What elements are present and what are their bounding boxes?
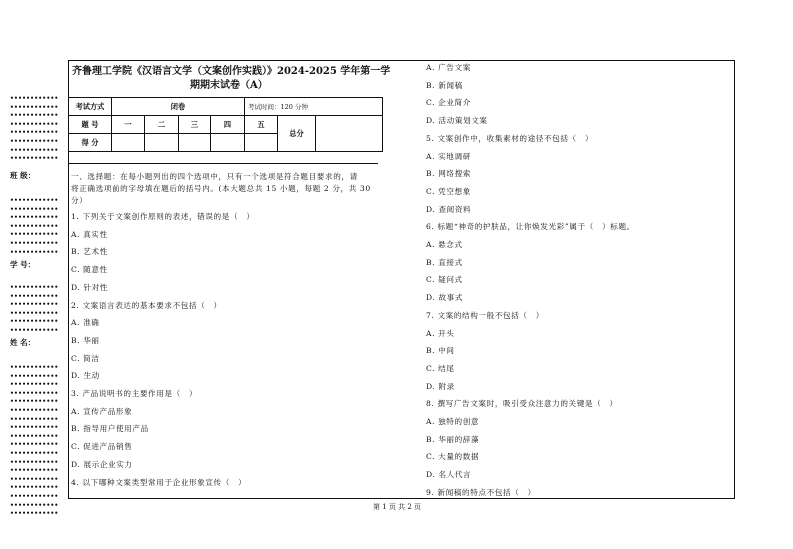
col-4: 四 xyxy=(211,116,245,134)
binding-dots: •••••••••••• xyxy=(10,112,59,120)
binding-dots: •••••••••••• xyxy=(10,197,59,204)
binding-dots: •••••••••••• xyxy=(10,129,59,137)
binding-dots: •••••••••••• xyxy=(10,205,59,213)
option-text: A. 准确 xyxy=(71,318,100,328)
option-text: D. 附录 xyxy=(426,381,455,391)
page-footer: 第 1 页 共 2 页 xyxy=(373,503,422,511)
binding-dots: •••••••••••• xyxy=(10,146,59,154)
binding-dots: •••••••••••• xyxy=(10,155,59,163)
binding-label: 姓 名： xyxy=(10,338,36,347)
option-text: A. 开头 xyxy=(426,328,455,338)
binding-dots: •••••••••••• xyxy=(10,222,59,230)
option-text: C. 促进产品销售 xyxy=(71,442,133,452)
score-cell[interactable] xyxy=(112,134,145,152)
question-text: 2. 文案语言表达的基本要求不包括（ ） xyxy=(71,300,222,310)
option-text: C. 凭空想象 xyxy=(426,186,471,196)
binding-dots: •••••••••••• xyxy=(10,284,59,291)
section-instruction-2: 将正确选项前的字母填在题后的括号内。(本大题总共 15 小题，每题 2 分，共 30 xyxy=(71,184,371,193)
question-text: 5. 文案创作中，收集素材的途径不包括（ ） xyxy=(426,133,594,143)
binding-dots: •••••••••••• xyxy=(10,458,59,466)
binding-dots: •••••••••••• xyxy=(10,327,59,334)
binding-dots: •••••••••••• xyxy=(10,240,59,247)
binding-dots: •••••••••••• xyxy=(10,415,59,423)
binding-label: 班 级： xyxy=(10,171,36,180)
option-text: B. 指导用户使用产品 xyxy=(71,424,149,434)
option-text: B. 华丽 xyxy=(71,335,100,345)
option-text: D. 故事式 xyxy=(426,293,464,303)
question-text: 6. 标题“神奇的护肤品，让你焕发光彩”属于（ ）标题。 xyxy=(426,222,635,232)
option-text: B. 中间 xyxy=(426,346,455,356)
score-cell[interactable] xyxy=(145,134,179,152)
question-text: 1. 下列关于文案创作原则的表述，错误的是（ ） xyxy=(71,212,255,221)
binding-dots: •••••••••••• xyxy=(10,364,59,371)
binding-dots: •••••••••••• xyxy=(10,389,59,397)
option-text: C. 大量的数据 xyxy=(426,452,480,462)
exam-mode-value: 闭卷 xyxy=(112,98,245,116)
exam-time: 考试时间：120 分钟 xyxy=(245,98,383,116)
binding-dots: •••••••••••• xyxy=(10,231,59,239)
option-text: C. 结尾 xyxy=(426,363,455,373)
option-text: D. 针对性 xyxy=(71,282,109,292)
exam-title-line1: 齐鲁理工学院《汉语言文学（文案创作实践）》2024-2025 学年第一学 xyxy=(72,66,391,77)
binding-dots: •••••••••••• xyxy=(10,95,59,102)
row-label-number: 题 号 xyxy=(69,116,112,134)
option-text: C. 随意性 xyxy=(71,265,108,275)
col-1: 一 xyxy=(112,116,145,134)
binding-dots: •••••••••••• xyxy=(10,398,59,406)
option-text: B. 艺术性 xyxy=(71,247,108,257)
binding-dots: •••••••••••• xyxy=(10,467,59,475)
binding-dots: •••••••••••• xyxy=(10,138,59,145)
score-cell[interactable] xyxy=(211,134,245,152)
col-3: 三 xyxy=(179,116,211,134)
question-text: 8. 撰写广告文案时，吸引受众注意力的关键是（ ） xyxy=(426,399,618,409)
option-text: A. 实地调研 xyxy=(426,151,471,161)
question-text: 3. 产品说明书的主要作用是（ ） xyxy=(71,389,198,398)
binding-dots: •••••••••••• xyxy=(10,309,59,317)
option-text: B. 新闻稿 xyxy=(426,80,463,90)
question-text: 7. 文案的结构一般不包括（ ） xyxy=(426,310,544,320)
option-text: C. 企业简介 xyxy=(426,98,471,108)
col-2: 二 xyxy=(145,116,179,134)
score-table xyxy=(68,97,383,152)
binding-dots: •••••••••••• xyxy=(10,372,59,380)
option-text: A. 独特的创意 xyxy=(426,417,480,426)
divider xyxy=(68,163,378,164)
option-text: C. 疑问式 xyxy=(426,275,463,285)
binding-dots: •••••••••••• xyxy=(10,493,59,500)
exam-title-line2: 期期末试卷（A） xyxy=(190,80,268,91)
exam-mode-label: 考试方式 xyxy=(69,98,112,116)
option-text: B. 直接式 xyxy=(426,257,463,267)
option-text: D. 生动 xyxy=(71,371,100,381)
option-text: D. 名人代言 xyxy=(426,470,472,480)
binding-dots: •••••••••••• xyxy=(10,248,59,256)
binding-dots: •••••••••••• xyxy=(10,292,59,300)
binding-dots: •••••••••••• xyxy=(10,450,59,457)
binding-dots: •••••••••••• xyxy=(10,424,59,432)
binding-dots: •••••••••••• xyxy=(10,441,59,449)
section-instruction-3: 分） xyxy=(71,196,88,205)
binding-label: 学 号： xyxy=(10,260,36,269)
section-instruction-1: 一、选择题：在每小题列出的四个选项中，只有一个选项是符合题目要求的，请 xyxy=(71,172,358,181)
option-text: A. 悬念式 xyxy=(426,240,463,249)
binding-dots: •••••••••••• xyxy=(10,120,59,128)
option-text: C. 简洁 xyxy=(71,353,100,363)
binding-dots: •••••••••••• xyxy=(10,214,59,222)
binding-dots: •••••••••••• xyxy=(10,381,59,389)
binding-dots: •••••••••••• xyxy=(10,510,59,518)
binding-dots: •••••••••••• xyxy=(10,318,59,326)
option-text: D. 展示企业实力 xyxy=(71,459,133,469)
total-cell[interactable] xyxy=(316,116,383,152)
option-text: D. 活动策划文案 xyxy=(426,116,488,126)
option-text: A. 真实性 xyxy=(71,229,108,239)
question-text: 9. 新闻稿的特点不包括（ ） xyxy=(426,487,536,497)
option-text: B. 华丽的辞藻 xyxy=(426,434,480,444)
option-text: A. 广告文案 xyxy=(426,63,471,72)
binding-dots: •••••••••••• xyxy=(10,475,59,483)
question-text: 4. 以下哪种文案类型常用于企业形象宣传（ ） xyxy=(71,477,247,487)
binding-dots: •••••••••••• xyxy=(10,432,59,440)
row-label-score: 得 分 xyxy=(69,134,112,152)
binding-dots: •••••••••••• xyxy=(10,301,59,309)
option-text: D. 查阅资料 xyxy=(426,204,472,214)
total-label: 总分 xyxy=(278,116,316,152)
option-text: A. 宣传产品形象 xyxy=(71,406,133,416)
binding-dots: •••••••••••• xyxy=(10,484,59,492)
binding-dots: •••••••••••• xyxy=(10,501,59,509)
binding-dots: •••••••••••• xyxy=(10,407,59,414)
col-5: 五 xyxy=(245,116,278,134)
score-cell[interactable] xyxy=(179,134,211,152)
option-text: B. 网络搜索 xyxy=(426,169,471,179)
score-cell[interactable] xyxy=(245,134,278,152)
binding-dots: •••••••••••• xyxy=(10,103,59,111)
